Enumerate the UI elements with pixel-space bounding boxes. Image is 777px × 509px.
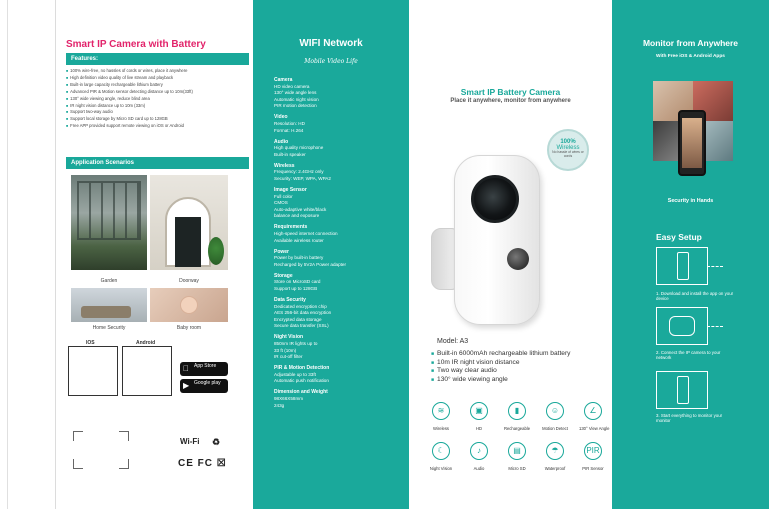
- feature-icon-item: [465, 402, 493, 431]
- angle-icon: ∠: [584, 402, 602, 420]
- night-icon: ☾: [432, 442, 450, 460]
- scenario-caption: Garden: [100, 278, 118, 284]
- spec-block: [274, 224, 404, 244]
- highlight-list: [431, 350, 570, 384]
- specs-panel: [253, 0, 409, 509]
- spec-line: HD video camera: [274, 83, 310, 89]
- dashed-connector: [707, 326, 723, 327]
- highlight-item: ■ Two way clear audio: [431, 367, 570, 376]
- spec-block: [274, 163, 404, 183]
- qr-ios-label: IOS: [86, 340, 95, 346]
- spec-heading: Image Sensor: [274, 187, 307, 193]
- feature-icon-item: [427, 442, 455, 471]
- wireless-badge: 100% Wireless No hassle of wires or cords: [547, 129, 589, 171]
- spec-block: [274, 114, 404, 134]
- crop-mark: [73, 459, 83, 469]
- spec-heading: Requirements: [274, 224, 308, 231]
- spec-heading: Night Vision: [274, 334, 304, 341]
- monitor-subtitle: With Free iOS & Android Apps: [656, 54, 725, 59]
- monitor-title: Monitor from Anywhere: [642, 38, 739, 48]
- spec-heading: Power: [274, 248, 290, 255]
- scenario-caption: Home Security: [92, 325, 126, 331]
- feature-icon-item: [541, 402, 569, 431]
- feature-icon-item: [465, 442, 493, 471]
- specs-title: WIFI Network: [299, 38, 363, 49]
- feature-icon-item: [427, 402, 455, 431]
- spec-line: Automatic night vision: [274, 96, 319, 102]
- highlight-item: ■ 10m IR night vision distance: [431, 359, 570, 368]
- spec-line: Dedicated encryption chip: [274, 303, 327, 309]
- spec-line: Encrypted data storage: [274, 316, 322, 322]
- spec-line: IR cut-off filter: [274, 354, 303, 360]
- feature-icons-row-2: [427, 442, 607, 471]
- monitor-panel: [612, 0, 769, 509]
- feature-item: ■ IR night vision distance up to 10m (33m): [66, 103, 252, 110]
- step-text: 3. Start everything to monitor your monitor: [656, 413, 723, 424]
- qr-code-ios[interactable]: [68, 346, 118, 396]
- spec-line: High quality microphone: [274, 145, 324, 151]
- spec-line: Power by built-in battery: [274, 255, 324, 261]
- feature-icon-item: [541, 442, 569, 471]
- google-play-badge[interactable]: ▶ Google play: [180, 379, 228, 393]
- spec-heading: Data Security: [274, 297, 306, 303]
- hd-icon: ▣: [470, 402, 488, 420]
- spec-line: Resolution: HD: [274, 120, 305, 126]
- step-3-illustration: [656, 371, 708, 409]
- feature-item: ■ Free APP provided support remote viewing on iOS or Android: [66, 123, 252, 130]
- feature-icon-item: [503, 402, 531, 431]
- motion-icon: ☺: [546, 402, 564, 420]
- ce-fcc-logo: CE FC ☒: [178, 458, 227, 469]
- bin-icon: ☒: [216, 458, 227, 469]
- spec-line: 33 ft (10m): [274, 347, 297, 353]
- spec-line: High-speed internet connection: [274, 230, 338, 236]
- spec-block: [274, 365, 404, 385]
- recycle-icon: ♻: [212, 437, 221, 447]
- feature-item: ■ 100% wire-free, no hassles of cords or wires, place it anywhere: [66, 68, 252, 75]
- feature-item: ■ Support two-way audio: [66, 109, 252, 116]
- feature-item: ■ Support local storage by Micro SD card up to 128GB: [66, 116, 252, 123]
- features-panel: [55, 0, 253, 509]
- spec-line: PIR motion detection: [274, 103, 317, 109]
- spec-heading: Storage: [274, 272, 293, 279]
- spec-block: [274, 249, 404, 269]
- crop-mark: [119, 459, 129, 469]
- phone-image: [678, 110, 706, 176]
- feature-item: ■ Built-in large capacity rechargeable lithium battery: [66, 82, 252, 89]
- feature-icon-label: PIR Sensor: [582, 466, 604, 471]
- specs-subtitle: Mobile Video Life: [304, 58, 358, 65]
- home-security-photo: [71, 288, 147, 322]
- spec-block: [274, 334, 404, 360]
- feature-icon-label: Wireless: [432, 426, 450, 431]
- crop-mark: [73, 431, 83, 441]
- doorway-photo: [150, 175, 228, 270]
- feature-item: ■ 130° wide viewing angle, reduce blind area: [66, 96, 252, 103]
- spec-heading: Camera: [274, 77, 293, 83]
- spec-line: Adjustable up to 33ft: [274, 371, 316, 377]
- spec-line: Full color: [274, 193, 293, 199]
- spec-line: AES 256-bit data encryption: [274, 310, 332, 316]
- spec-line: balance and exposure: [274, 213, 320, 219]
- battery-icon: ▮: [508, 402, 526, 420]
- cover-title: Smart IP Battery Camera: [460, 87, 561, 97]
- left-fold-edge: [0, 0, 8, 509]
- apple-icon: [183, 365, 189, 373]
- spec-line: 850nm IR lights up to: [274, 340, 318, 346]
- spec-line: 98X66X58mm: [274, 395, 304, 401]
- pir-icon: PIR: [584, 442, 602, 460]
- spec-line: Secure data transfer (SSL): [274, 323, 329, 329]
- feature-item: ■ Advanced PIR & Motion sensor detecting distance up to 10m(33ft): [66, 89, 252, 96]
- security-caption: Security in Hands: [667, 198, 714, 204]
- feature-icon-item: [579, 402, 610, 431]
- step-text: 1. Download and install the app on your device: [656, 291, 734, 302]
- spec-line: 130° wide angle lens: [274, 90, 317, 96]
- spec-line: Built-in speaker: [274, 151, 306, 157]
- scenario-caption: Doorway: [179, 278, 199, 284]
- spec-heading: Audio: [274, 138, 289, 145]
- feature-icon-label: Motion Detect: [542, 426, 568, 431]
- feature-icon-label: Waterproof: [544, 466, 566, 471]
- spec-block: [274, 139, 404, 159]
- qr-android-label: Android: [136, 340, 156, 346]
- phone-icon: [677, 376, 689, 404]
- crop-mark: [119, 431, 129, 441]
- wifi-cert-logo: Wi-Fi: [180, 437, 200, 446]
- spec-heading: Wireless: [274, 162, 295, 169]
- step-2-illustration: [656, 307, 708, 345]
- wireless-icon: ≋: [432, 402, 450, 420]
- features-list: [66, 68, 252, 130]
- dashed-connector: [707, 266, 723, 267]
- app-store-badge[interactable]: App Store: [180, 362, 228, 376]
- front-cover-panel: [409, 0, 612, 509]
- qr-code-android[interactable]: [122, 346, 172, 396]
- spec-heading: PIR & Motion Detection: [274, 365, 330, 372]
- waterproof-icon: ☂: [546, 442, 564, 460]
- camera-lens: [471, 175, 519, 223]
- feature-item: ■ High definition video quality of live stream and playback: [66, 75, 252, 82]
- spec-block: [274, 273, 404, 293]
- phone-icon: [677, 252, 689, 280]
- product-title: Smart IP Camera with Battery: [66, 39, 206, 50]
- baby-room-photo: [150, 288, 228, 322]
- scenario-caption: Baby room: [176, 325, 202, 331]
- sdcard-icon: ▤: [508, 442, 526, 460]
- spec-line: Security: WEP, WPA, WPA2: [274, 175, 331, 181]
- spec-line: Auto-adaptive white/black: [274, 206, 327, 212]
- camera-icon: [669, 316, 695, 336]
- scenarios-header: Application Scenarios: [66, 157, 249, 169]
- feature-icon-item: [579, 442, 607, 471]
- spec-heading: Video: [274, 114, 288, 121]
- feature-icon-label: HD: [475, 426, 483, 431]
- audio-icon: ♪: [470, 442, 488, 460]
- cover-subtitle: Place it anywhere, monitor from anywhere: [450, 98, 571, 104]
- spec-block: [274, 297, 404, 330]
- play-icon: ▶: [183, 381, 190, 390]
- right-fold-edge: [769, 0, 777, 509]
- feature-icon-label: Micro SD: [508, 466, 526, 471]
- step-text: 2. Connect the IP camera to your network: [656, 350, 721, 361]
- spec-line: Support up to 128GB: [274, 285, 318, 291]
- feature-icon-label: Audio: [473, 466, 485, 471]
- spec-line: Available wireless router: [274, 237, 324, 243]
- spec-block: [274, 187, 404, 220]
- feature-icons-row-1: [427, 402, 610, 431]
- feature-icon-label: Night Vision: [429, 466, 453, 471]
- spec-line: Store on MicroSD card: [274, 279, 321, 285]
- features-header: Features:: [66, 53, 249, 65]
- spec-block: [274, 77, 404, 110]
- feature-icon-item: [503, 442, 531, 471]
- pir-sensor: [507, 248, 529, 270]
- spec-line: Format: H.264: [274, 127, 304, 133]
- spec-line: Frequency: 2.4GHz only: [274, 169, 324, 175]
- spec-block: [274, 389, 404, 409]
- spec-heading: Dimension and Weight: [274, 389, 328, 396]
- spec-line: CMOS: [274, 200, 288, 206]
- easy-setup-title: Easy Setup: [656, 232, 702, 242]
- spec-line: Automatic push notification: [274, 378, 329, 384]
- spec-line: Recharged by 5V2A Power adapter: [274, 261, 347, 267]
- highlight-item: ■ Built-in 6000mAh rechargeable lithium battery: [431, 350, 570, 359]
- highlight-item: ■ 130° wide viewing angle: [431, 376, 570, 385]
- step-1-illustration: [656, 247, 708, 285]
- feature-icon-label: Rechargeable: [503, 426, 531, 431]
- model-label: Model: A3: [437, 338, 469, 345]
- feature-icon-label: 130° View Angle: [579, 426, 610, 431]
- spec-line: 243g: [274, 402, 285, 408]
- garden-photo: [71, 175, 147, 270]
